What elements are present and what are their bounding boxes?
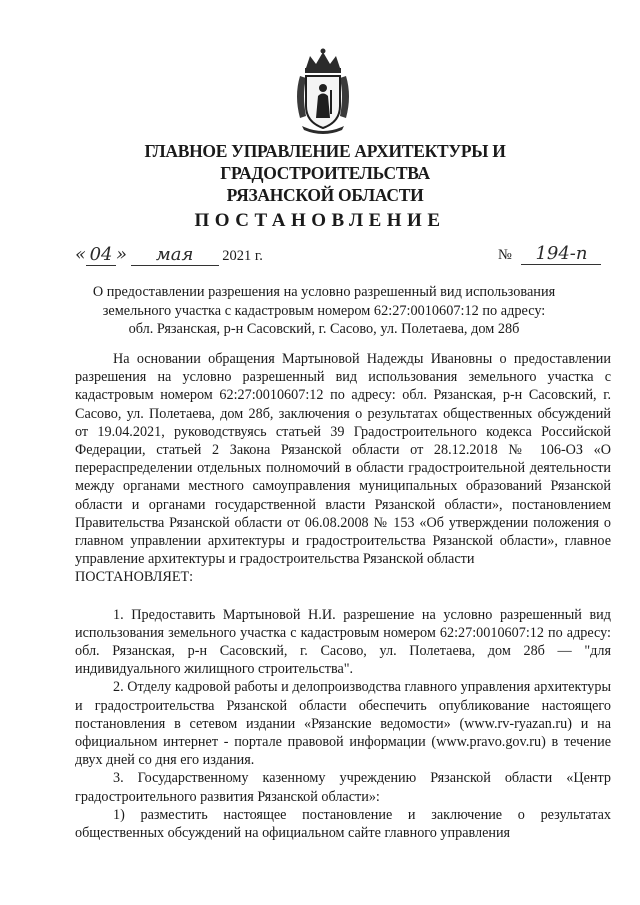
subject-line2: земельного участка с кадастровым номером 62:27:0010607:12 по адресу: [102, 302, 546, 319]
subject-line1: О предоставлении разрешения на условно разрешенный вид использования [92, 284, 556, 300]
date-quote-close: » [116, 244, 128, 265]
organization-name-line1: ГЛАВНОЕ УПРАВЛЕНИЕ АРХИТЕКТУРЫ И ГРАДОСТРОИТЕЛЬСТВА [144, 141, 506, 183]
item-3-paragraph: 3. Государственному казенному учреждению Рязанской области «Центр градостроительного развития Рязанской области»: [75, 770, 611, 805]
number-label: № [498, 247, 512, 263]
document-subject [70, 283, 578, 339]
date-quote-open: « [75, 244, 87, 265]
date-day: 04 [86, 245, 116, 266]
document-number [498, 244, 601, 265]
item-1-paragraph: 1. Предоставить Мартыновой Н.И. разрешение на условно разрешенный вид использования земельного участка с кадастровым номером 62:27:0010607:12 по адресу: обл. Рязанская, р-н Сасовский, г. Сасово, ул. Полетаева, дом 28б — "для индивидуального жилищного строительства". [75, 606, 611, 678]
organization-name-line2: РЯЗАНСКОЙ ОБЛАСТИ [226, 185, 424, 205]
item-2-paragraph: 2. Отделу кадровой работы и делопроизводства главного управления архитектуры и градостроительства Рязанской области обеспечить опубликование настоящего постановления в сетевом издании «Рязанские ведомости» (www.rv-ryazan.ru) и на официальном интернет - портале правовой информации (www.pravo.gov.ru) в течение двух дней со дня его издания. [75, 679, 611, 769]
preamble-paragraph: На основании обращения Мартыновой Надежды Ивановны о предоставлении разрешения на условно разрешенный вид использования земельного участка с кадастровым номером 62:27:0010607:12 по адресу: обл. Рязанская, р-н Сасовский, г. Сасово, ул. Полетаева, дом 28б, заключения о результатах общественных обсуждений от 19.04.2021, руководствуясь статьей 39 Градостроительного кодекса Российской Федерации, статьей 2 Закона Рязанской области от 28.12.2018 № 106-ОЗ «О перераспределении отдельных полномочий в области градостроительной деятельности между органами местного самоуправления муниципальных образований Рязанской области и органами государственной власти Рязанской области», постановлением Правительства Рязанской области от 06.08.2008 № 153 «Об утверждении положения о главном управлении архитектуры и градостроительства Рязанской области», главное управление архитектуры и градостроительства Рязанской области [75, 351, 611, 568]
coat-of-arms-emblem [292, 46, 354, 134]
organization-header [40, 140, 610, 206]
document-date [75, 244, 263, 266]
document-type-title: ПОСТАНОВЛЕНИЕ [194, 210, 446, 231]
document-body [75, 350, 611, 842]
item-3-1-paragraph: 1) разместить настоящее постановление и заключение о результатах общественных обсуждений на официальном сайте главного управления [75, 806, 611, 842]
date-month: мая [131, 245, 219, 266]
resolves-heading: ПОСТАНОВЛЯЕТ: [75, 569, 194, 586]
date-year: 2021 г. [222, 248, 263, 264]
subject-line3: обл. Рязанская, р-н Сасовский, г. Сасово, ул. Полетаева, дом 28б [128, 321, 520, 337]
number-value: 194-п [521, 244, 601, 265]
